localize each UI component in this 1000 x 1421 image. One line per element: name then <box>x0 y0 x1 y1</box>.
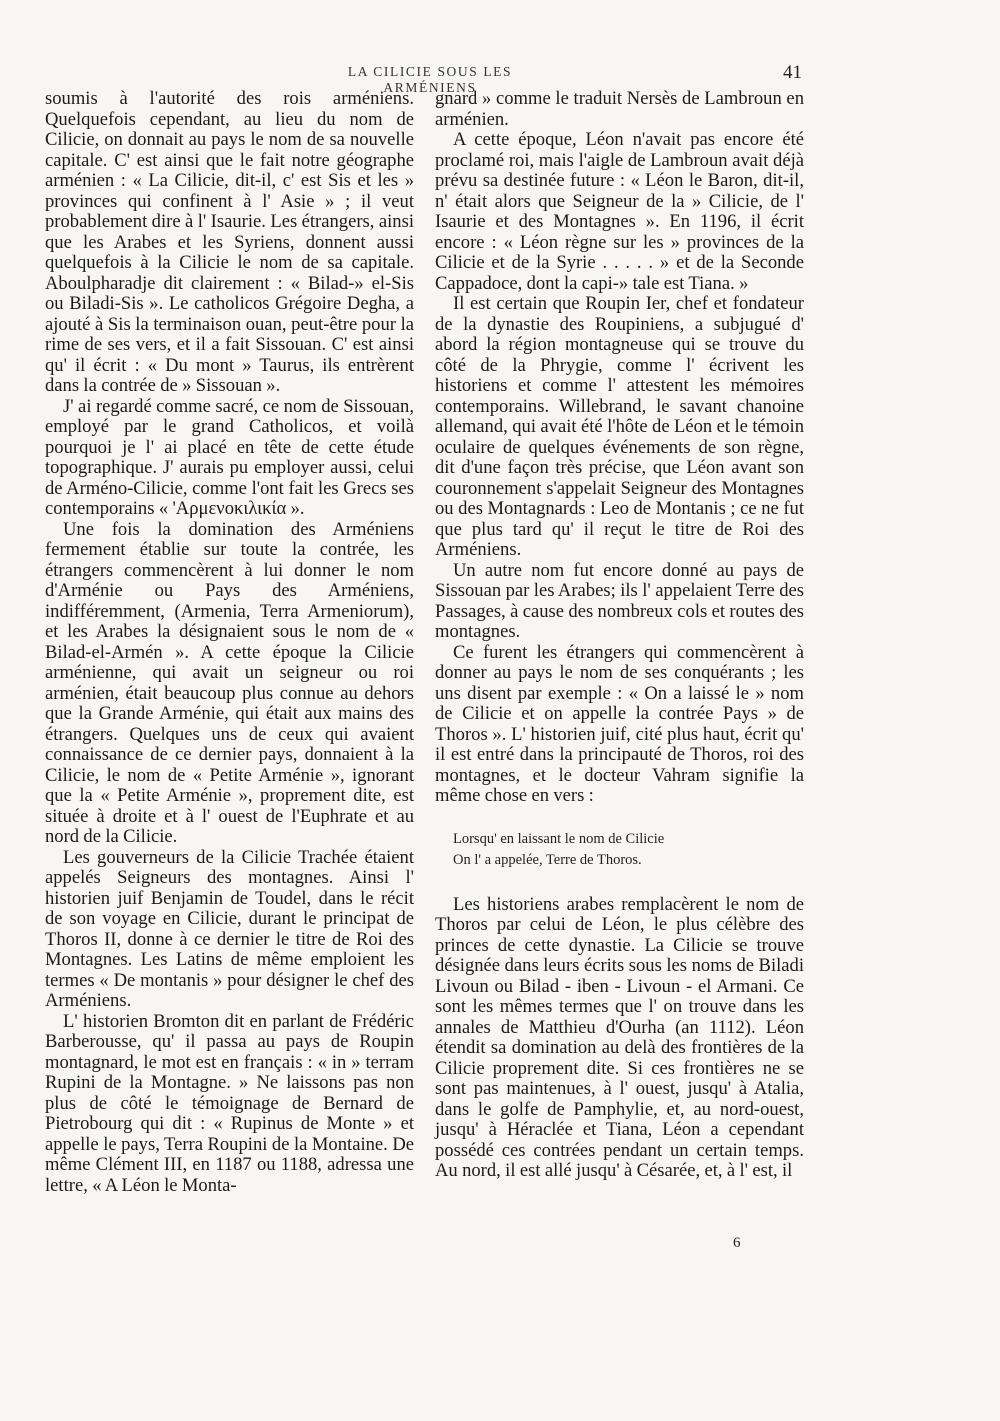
verse-quote <box>453 829 804 871</box>
verse-line: On l' a appelée, Terre de Thoros. <box>453 851 642 868</box>
page-header <box>0 62 1000 95</box>
paragraph: Les gouverneurs de la Cilicie Trachée étaient appelés Seigneurs des montagnes. Ainsi l' historien juif Benjamin de Toudel, dans le récit de son voyage en Cilicie, durant le principat de Thoros II, donne à ce dernier le titre de Roi des Montagnes. Les Latins de même emploient les termes « De montanis » pour désigner le chef des Arméniens. <box>45 846 414 1011</box>
verse-line: Lorsqu' en laissant le nom de Cilicie <box>453 830 665 847</box>
paragraph: Un autre nom fut encore donné au pays de Sissouan par les Arabes; ils l' appelaient Terre des Passages, à cause des nombreux cols et routes des montagnes. <box>435 559 804 642</box>
paragraph: soumis à l'autorité des rois arméniens. Quelquefois cependant, au lieu du nom de Cilicie, on donnait au pays le nom de sa nouvelle capitale. C' est ainsi que le fait notre géographe arménien : « La Cilicie, dit-il, c' est Sis et les » provinces qui confinent à l' Asie » ; il veut probablement dire à l' Isaurie. Les étrangers, ainsi que les Arabes et les Syriens, donnent aussi quelquefois à la Cilicie le nom de sa capitale. Aboulpharadje dit clairement : « Bilad-» el-Sis ou Biladi-Sis ». Le catholicos Grégoire Degha, a ajouté à Sis la terminaison ouan, peut-être pour la rime de ses vers, et il a fait Sissouan. C' est ainsi qu' il écrit : « Du mont » Taurus, ils entrèrent dans la contrée de » Sissouan ». <box>45 88 414 396</box>
paragraph: L' historien Bromton dit en parlant de Frédéric Barberousse, qu' il passa au pays de Roupin montagnard, le mot est en français : « in » terram Rupini de la Montagne. » Ne laissons pas non plus de côté le témoignage de Bernard de Pietrobourg qui dit : « Rupinus de Monte » et appelle le pays, Terra Roupini de la Montaine. De même Clément III, en 1187 ou 1188, adressa une lettre, « A Léon le Monta- <box>45 1010 414 1196</box>
running-title: LA CILICIE SOUS LES ARMÉNIENS <box>347 64 513 95</box>
signature-mark: 6 <box>733 1235 741 1251</box>
paragraph: Ce furent les étrangers qui commencèrent à donner au pays le nom de ses conquérants ; les uns disent par exemple : « On a laissé le » nom de Cilicie et on appelle la contrée Pays » de Thoros ». L' historien juif, cité plus haut, écrit qu' il est entré dans la principauté de Thoros, roi des montagnes, et le docteur Vahram signifie la même chose en vers : <box>435 641 804 806</box>
left-column <box>45 89 414 1196</box>
right-column <box>435 89 804 1182</box>
page-number: 41 <box>783 62 802 83</box>
paragraph: Une fois la domination des Arméniens fermement établie sur toute la contrée, les étrangers commencèrent à lui donner le nom d'Arménie ou Pays des Arméniens, indifféremment, (Armenia, Terra Armeniorum), et les Arabes la désignaient sous le nom de « Bilad-el-Armén ». A cette époque la Cilicie arménienne, qui avait un seigneur ou roi arménien, était beaucoup plus connue au dehors que la Grande Arménie, qui était aux mains des étrangers. Quelques uns de ceux qui avaient connaissance de ce dernier pays, donnaient à la Cilicie, le nom de « Petite Arménie », ignorant que la « Petite Arménie », proprement dite, est située à droite et à l' ouest de l'Euphrate et au nord de la Cilicie. <box>45 518 414 847</box>
paragraph: J' ai regardé comme sacré, ce nom de Sissouan, employé par le grand Catholicos, et voilà pourquoi je l' ai placé en tête de cette étude topographique. J' aurais pu employer aussi, celui de Arméno-Cilicie, comme l'ont fait les Grecs ses contemporains « 'Αρμενοκιλικία ». <box>45 395 414 519</box>
paragraph: Les historiens arabes remplacèrent le nom de Thoros par celui de Léon, le plus célèbre des princes de cette dynastie. La Cilicie se trouve désignée dans leurs écrits sous les noms de Biladi Livoun ou Bilad - iben - Livoun - el Armani. Ce sont les mêmes termes que l' on trouve dans les annales de Matthieu d'Ourha (an 1112). Léon étendit sa domination au delà des frontières de la Cilicie proprement dite. Si ces frontières ne se sont pas maintenues, à l' ouest, jusqu' à Atalia, dans le golfe de Pamphylie, et, au nord-ouest, jusqu' à Héraclée et Tiana, Léon a cependant possédé ces contrées pendant un certain temps. Au nord, il est allé jusqu' à Césarée, et, à l' est, il <box>435 893 804 1181</box>
paragraph: gnard » comme le traduit Nersès de Lambroun en arménien. <box>435 88 804 130</box>
paragraph: Il est certain que Roupin Ier, chef et fondateur de la dynastie des Roupiniens, a subjugué d' abord la région montagneuse qui se trouve du côté de la Phrygie, comme l' écrivent les historiens et comme l' attestent les mémoires contemporains. Willebrand, le savant chanoine allemand, qui avait été l'hôte de Léon et le témoin oculaire de quelques événements de son règne, dit d'une façon très précise, que Léon avant son couronnement s'appelait Seigneur des Montagnes ou des Montagnards : Leo de Montanis ; ce ne fut que plus tard qu' il reçut le titre de Roi des Arméniens. <box>435 293 804 560</box>
paragraph: A cette époque, Léon n'avait pas encore été proclamé roi, mais l'aigle de Lambroun avait déjà prévu sa destinée future : « Léon le Baron, dit-il, n' était alors que Seigneur de la » Cilicie, de l' Isaurie et des Montagnes ». En 1196, il écrit encore : « Léon règne sur les » provinces de la Cilicie et de la Syrie . . . . . » et de la Seconde Cappadoce, dont la capi-» tale est Tiana. » <box>435 129 804 294</box>
